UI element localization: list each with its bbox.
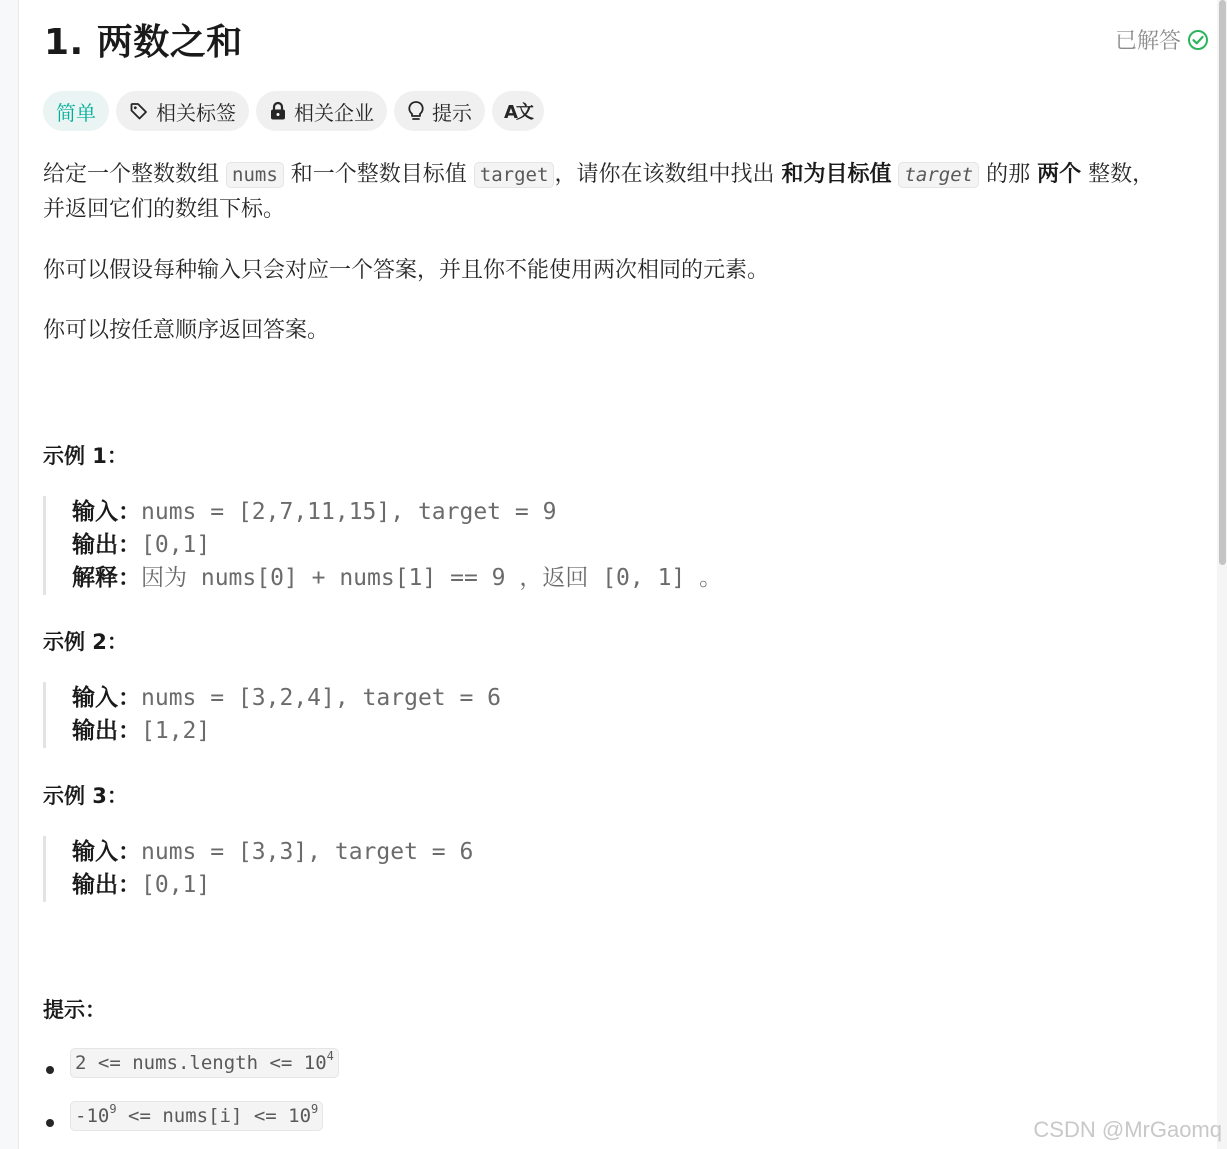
description-paragraph-1-line2: 并返回它们的数组下标。 — [43, 197, 286, 222]
difficulty-badge[interactable] — [43, 91, 109, 131]
translate-button[interactable] — [492, 91, 544, 131]
text: ，请你在该数组中找出 — [554, 162, 775, 187]
text: 给定一个整数数组 — [43, 162, 220, 187]
example-2-input — [72, 682, 501, 715]
output-value: [0,1] — [141, 532, 211, 558]
bold-text: 两个 — [1037, 162, 1082, 187]
bold-text: 和为目标值 — [781, 162, 892, 187]
output-value: [0,1] — [141, 872, 211, 898]
watermark: CSDN @MrGaomq — [1033, 1117, 1222, 1142]
scrollbar[interactable] — [1217, 0, 1227, 1149]
tag-bar — [43, 91, 544, 131]
related-companies-button[interactable] — [256, 91, 387, 131]
related-tags-button[interactable] — [116, 91, 249, 131]
output-label: 输出： — [72, 872, 141, 898]
text: 因为 — [141, 565, 187, 591]
inline-code: target — [898, 162, 979, 188]
output-label: 输出： — [72, 718, 141, 744]
exponent: 9 — [311, 1102, 319, 1116]
inline-code: target — [474, 162, 555, 188]
check-circle-icon — [1187, 29, 1209, 51]
constraints-list — [43, 1048, 339, 1149]
explanation-label: 解释： — [72, 565, 141, 591]
constraint-code — [70, 1048, 339, 1078]
related-companies-label: 相关企业 — [294, 100, 374, 125]
example-3-output — [72, 869, 473, 902]
example-3-title: 示例 3： — [43, 784, 128, 808]
solved-label: 已解答 — [1114, 29, 1181, 54]
translate-icon: A文 — [504, 102, 532, 123]
code-text: 2 <= nums.length <= 10 — [75, 1052, 327, 1074]
code-text: [0, 1] — [588, 565, 700, 591]
example-3-block — [43, 836, 473, 902]
output-label: 输出： — [72, 532, 141, 558]
example-2-block — [43, 682, 501, 748]
description-paragraph-2: 你可以假设每种输入只会对应一个答案，并且你不能使用两次相同的元素。 — [43, 258, 770, 283]
hint-button[interactable] — [394, 91, 485, 131]
output-value: [1,2] — [141, 718, 211, 744]
exponent: 9 — [109, 1102, 117, 1116]
exponent: 4 — [326, 1049, 334, 1063]
related-tags-label: 相关标签 — [156, 100, 236, 125]
code-text: nums[0] + nums[1] == 9 — [187, 565, 520, 591]
example-1-input — [72, 496, 722, 529]
hint-label: 提示 — [432, 100, 472, 125]
example-1-output — [72, 529, 722, 562]
difficulty-label: 简单 — [56, 100, 96, 125]
text: 的那 — [986, 162, 1031, 187]
code-text: -10 — [75, 1105, 110, 1127]
constraint-code — [70, 1101, 323, 1131]
input-label: 输入： — [72, 685, 141, 711]
scrollbar-thumb[interactable] — [1219, 0, 1226, 565]
text: 和一个整数目标值 — [290, 162, 467, 187]
list-item — [43, 1101, 339, 1149]
tag-icon — [129, 101, 149, 121]
description-paragraph-3: 你可以按任意顺序返回答案。 — [43, 318, 330, 343]
lightbulb-icon — [407, 100, 425, 122]
description-paragraph-1 — [43, 158, 1154, 192]
constraints-title: 提示： — [43, 998, 106, 1022]
text: 。 — [699, 565, 723, 591]
text: 整数， — [1088, 162, 1155, 187]
solved-status — [1115, 24, 1209, 55]
example-1-title: 示例 1： — [43, 444, 128, 468]
inline-code: nums — [226, 162, 284, 188]
input-label: 输入： — [72, 499, 141, 525]
input-value: nums = [2,7,11,15], target = 9 — [141, 499, 557, 525]
input-value: nums = [3,3], target = 6 — [141, 839, 474, 865]
input-label: 输入： — [72, 839, 141, 865]
example-2-title: 示例 2： — [43, 630, 128, 654]
code-text: <= nums[i] <= 10 — [116, 1105, 312, 1127]
example-3-input — [72, 836, 473, 869]
example-1-explanation — [72, 562, 722, 595]
text: ，返回 — [519, 565, 589, 591]
problem-title: 1. 两数之和 — [44, 22, 243, 63]
list-item — [43, 1048, 339, 1101]
lock-icon — [269, 101, 287, 121]
example-1-block — [43, 496, 722, 595]
example-2-output — [72, 715, 501, 748]
input-value: nums = [3,2,4], target = 6 — [141, 685, 502, 711]
